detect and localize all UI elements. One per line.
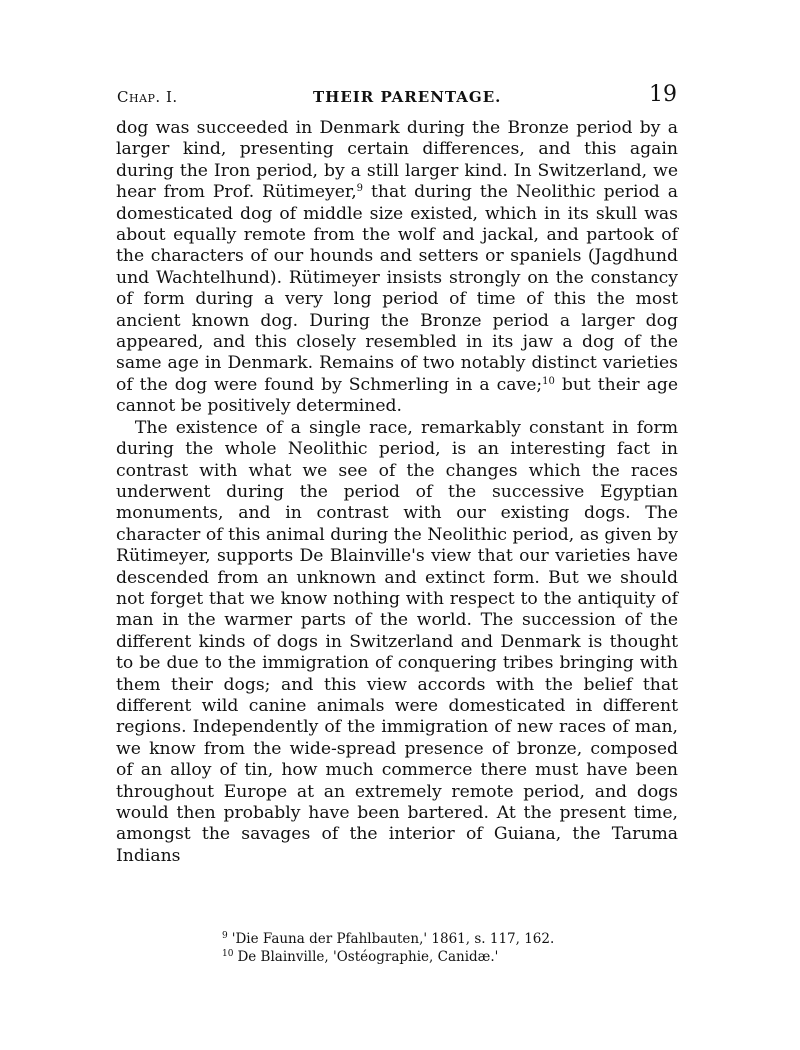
body-text bbox=[116, 118, 678, 867]
footnote-ref: 10 bbox=[542, 375, 555, 387]
footnote-number: 9 bbox=[222, 931, 228, 941]
footnote bbox=[222, 930, 662, 948]
footnote-text: De Blainville, 'Ostéographie, Canidæ.' bbox=[237, 949, 499, 965]
text-run: but their age cannot be positively determined. bbox=[116, 374, 678, 417]
footnote-text: 'Die Fauna der Pfahlbauten,' 1861, s. 117, 162. bbox=[231, 931, 555, 947]
paragraph bbox=[116, 418, 678, 868]
page-header bbox=[117, 82, 677, 116]
footnote-ref: 9 bbox=[356, 183, 364, 195]
footnote bbox=[222, 948, 662, 966]
footnote-number: 10 bbox=[222, 949, 234, 959]
footnotes bbox=[222, 930, 662, 966]
page-number: 19 bbox=[649, 82, 677, 107]
paragraph bbox=[116, 118, 678, 418]
text-run: The existence of a single race, remarkably constant in form during the whole Neolithic period, is an interesting fact in contrast with what we see of the changes which the races underwent during the period of the successive Egyptian monuments, and in contrast with our existing dogs. The character of this animal during the Neolithic period, as given by Rütimeyer, supports De Blainville's view that our varieties have descended from an unknown and extinct form. But we should not forget that we know nothing with respect to the antiquity of man in the warmer parts of the world. The succession of the different kinds of dogs in Switzerland and Denmark is thought to be due to the immigration of conquering tribes bringing with them their dogs; and this view accords with the belief that different wild canine animals were domesticated in different regions. Independently of the immigration of new races of man, we know from the wide-spread presence of bronze, composed of an alloy of tin, how much commerce there must have been throughout Europe at an extremely remote period, and dogs would then probably have been bartered. At the present time, amongst the savages of the interior of Guiana, the Taruma Indians bbox=[116, 417, 678, 866]
text-run: that during the Neolithic period a domesticated dog of middle size existed, which in its skull was about equally remote from the wolf and jackal, and partook of the characters of our hounds and setters or spaniels (Jagdhund und Wachtelhund). Rütimeyer insists strongly on the constancy of form during a very long period of time of this the most ancient known dog. During the Bronze period a larger dog appeared, and this closely resembled in its jaw a dog of the same age in Denmark. Remains of two notably distinct varieties of the dog were found by Schmerling in a cave; bbox=[116, 182, 678, 395]
running-title: THEIR PARENTAGE. bbox=[313, 88, 502, 106]
chapter-label: Chap. I. bbox=[117, 88, 178, 106]
text-run: dog was succeeded in Denmark during the Bronze period by a larger kind, presenting certain differences, and this again during the Iron period, by a still larger kind. In Switzerland, we hear from Prof. Rütimeyer, bbox=[116, 118, 678, 203]
